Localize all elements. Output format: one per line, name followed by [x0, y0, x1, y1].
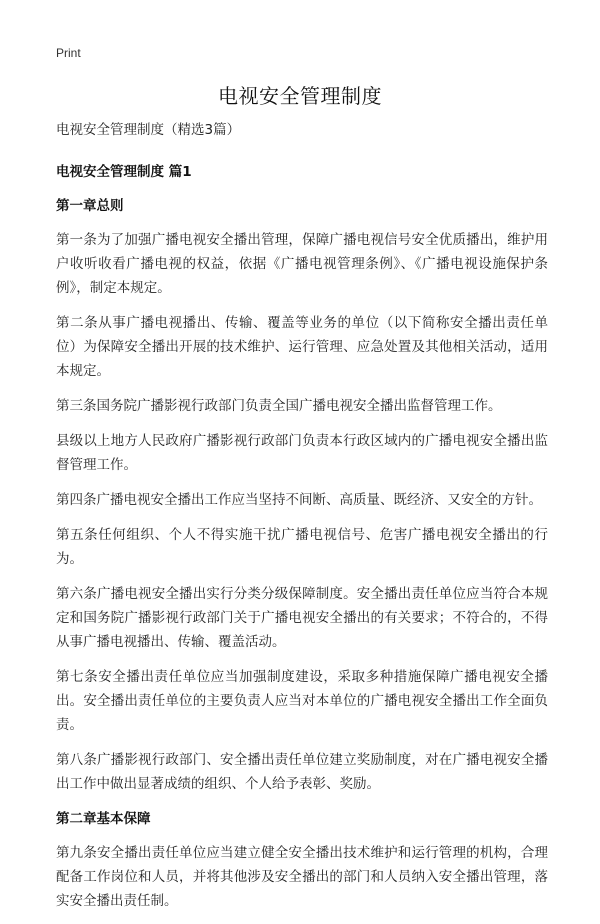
article-paragraph: 第七条安全播出责任单位应当加强制度建设，采取多种措施保障广播电视安全播出。安全播出责任单位的主要负责人应当对本单位的广播电视安全播出工作全面负责。 [56, 669, 548, 733]
article-paragraph: 第六条广播电视安全播出实行分类分级保障制度。安全播出责任单位应当符合本规定和国务院广播影视行政部门关于广播电视安全播出的有关要求；不符合的，不得从事广播电视播出、传输、覆盖活动。 [56, 586, 548, 650]
article-paragraph: 第四条广播电视安全播出工作应当坚持不间断、高质量、既经济、又安全的方针。 [56, 492, 542, 508]
chapter-heading: 第二章基本保障 [56, 811, 151, 827]
article-paragraph: 第五条任何组织、个人不得实施干扰广播电视信号、危害广播电视安全播出的行为。 [56, 527, 548, 567]
chapter-heading: 第一章总则 [56, 198, 124, 214]
print-label: Print [56, 46, 81, 60]
article-paragraph: 第一条为了加强广播电视安全播出管理，保障广播电视信号安全优质播出，维护用户收听收看广播电视的权益，依据《广播电视管理条例》、《广播电视设施保护条例》，制定本规定。 [56, 232, 548, 296]
article-paragraph: 第三条国务院广播影视行政部门负责全国广播电视安全播出监督管理工作。 [56, 398, 502, 414]
article-paragraph: 第九条安全播出责任单位应当建立健全安全播出技术维护和运行管理的机构，合理配备工作岗位和人员，并将其他涉及安全播出的部门和人员纳入安全播出管理，落实安全播出责任制。 [56, 845, 548, 909]
section-heading: 电视安全管理制度 篇1 [56, 164, 192, 180]
document-blocks [56, 194, 548, 913]
document-body [56, 118, 548, 924]
article-paragraph: 县级以上地方人民政府广播影视行政部门负责本行政区域内的广播电视安全播出监督管理工作。 [56, 433, 548, 473]
document-subtitle: 电视安全管理制度（精选3篇） [56, 122, 241, 138]
article-paragraph: 第八条广播影视行政部门、安全播出责任单位建立奖励制度，对在广播电视安全播出工作中做出显著成绩的组织、个人给予表彰、奖励。 [56, 752, 548, 792]
article-paragraph: 第二条从事广播电视播出、传输、覆盖等业务的单位（以下简称安全播出责任单位）为保障安全播出开展的技术维护、运行管理、应急处置及其他相关活动，适用本规定。 [56, 315, 548, 379]
page-title: 电视安全管理制度 [218, 84, 382, 108]
